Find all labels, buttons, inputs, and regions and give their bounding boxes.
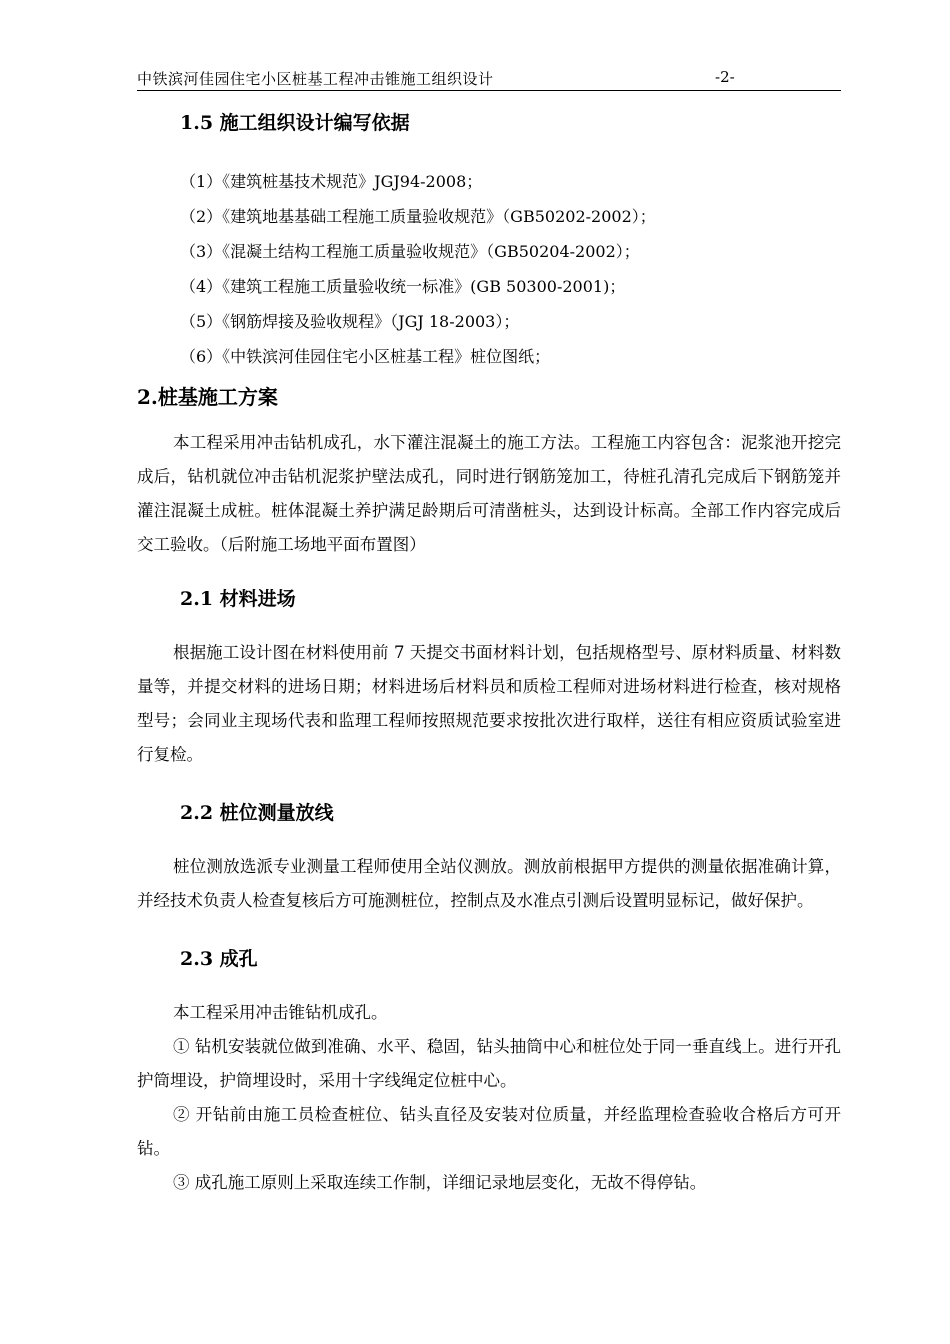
list-item: （3）《混凝土结构工程施工质量验收规范》（GB50204-2002）；: [180, 242, 640, 261]
page-header: [137, 66, 841, 91]
header-title: 中铁滨河佳园住宅小区桩基工程冲击锥施工组织设计: [137, 70, 494, 88]
section-1-5: [137, 108, 841, 374]
list-item: （4）《建筑工程施工质量验收统一标准》(GB 50300-2001)；: [180, 277, 626, 296]
document-body: [137, 108, 841, 1200]
list-item: （5）《钢筋焊接及验收规程》（JGJ 18-2003）；: [180, 312, 520, 331]
page-number: -2-: [715, 68, 735, 86]
paragraph: 本工程采用冲击锥钻机成孔。: [173, 1003, 388, 1022]
paragraph: ② 开钻前由施工员检查桩位、钻头直径及安装对位质量，并经监理检查验收合格后方可开钻。: [137, 1105, 841, 1158]
section-heading: 1.5 施工组织设计编写依据: [180, 112, 410, 134]
paragraph: 根据施工设计图在材料使用前 7 天提交书面材料计划，包括规格型号、原材料质量、材料数量等，并提交材料的进场日期；材料进场后材料员和质检工程师对进场材料进行检查，核对规格型号；会同业主现场代表和监理工程师按照规范要求按批次进行取样，送往有相应资质试验室进行复检。: [137, 643, 841, 764]
section-2: [137, 382, 841, 562]
list-item: （1）《建筑桩基技术规范》JGJ94-2008；: [180, 172, 483, 191]
section-2-3: [137, 944, 841, 1200]
section-2-2: [137, 798, 841, 918]
list-item: （2）《建筑地基基础工程施工质量验收规范》（GB50202-2002）；: [180, 207, 656, 226]
paragraph: ③ 成孔施工原则上采取连续工作制，详细记录地层变化，无故不得停钻。: [173, 1173, 707, 1192]
paragraph: ① 钻机安装就位做到准确、水平、稳固，钻头抽筒中心和桩位处于同一垂直线上。进行开孔护筒埋设，护筒埋设时，采用十字线绳定位桩中心。: [137, 1037, 841, 1090]
paragraph: 本工程采用冲击钻机成孔，水下灌注混凝土的施工方法。工程施工内容包含：泥浆池开挖完成后，钻机就位冲击钻机泥浆护壁法成孔，同时进行钢筋笼加工，待桩孔清孔完成后下钢筋笼并灌注混凝土成桩。桩体混凝土养护满足龄期后可清凿桩头，达到设计标高。全部工作内容完成后交工验收。（后附施工场地平面布置图）: [137, 433, 841, 554]
list-item: （6）《中铁滨河佳园住宅小区桩基工程》桩位图纸；: [180, 347, 551, 366]
section-heading: 2.3 成孔: [180, 948, 258, 970]
section-heading: 2.桩基施工方案: [137, 385, 278, 409]
paragraph: 桩位测放选派专业测量工程师使用全站仪测放。测放前根据甲方提供的测量依据准确计算，并经技术负责人检查复核后方可施测桩位，控制点及水准点引测后设置明显标记，做好保护。: [137, 857, 841, 910]
section-heading: 2.1 材料进场: [180, 588, 296, 610]
reference-list: [137, 164, 841, 374]
section-heading: 2.2 桩位测量放线: [180, 802, 334, 824]
section-2-1: [137, 584, 841, 772]
